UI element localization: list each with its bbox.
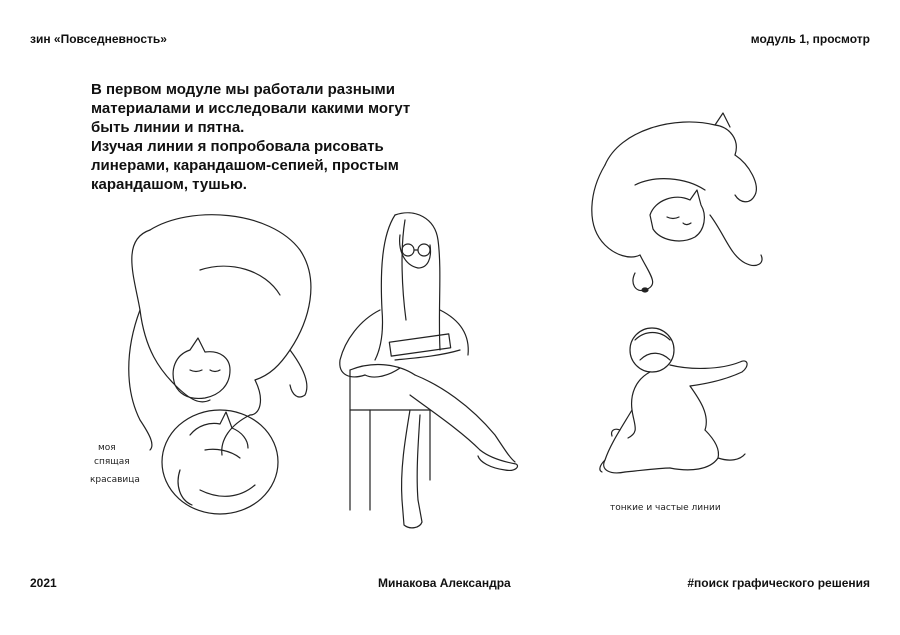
sketch-curled-cat xyxy=(575,105,775,305)
module-label: модуль 1, просмотр xyxy=(750,32,870,46)
sketch-sleeping-cats xyxy=(80,200,340,540)
intro-line: материалами и исследовали какими могут xyxy=(91,100,411,117)
cats-caption: спящая xyxy=(94,457,130,467)
footer-author: Минакова Александра xyxy=(378,576,511,590)
cats-caption: моя xyxy=(98,443,116,453)
sketch-seated-woman xyxy=(320,210,530,540)
intro-line: карандашом, тушью. xyxy=(91,176,247,193)
intro-line: В первом модуле мы работали разными xyxy=(91,81,395,98)
intro-line: линерами, карандашом-сепией, простым xyxy=(91,157,399,174)
intro-line: Изучая линии я попробовала рисовать xyxy=(91,138,384,155)
cats-caption: красавица xyxy=(90,475,140,485)
sketch-crouching-figure xyxy=(590,320,770,515)
zine-title: зин «Повседневность» xyxy=(30,32,167,46)
footer-hashtag: #поиск графического решения xyxy=(687,576,870,590)
intro-line: быть линии и пятна. xyxy=(91,119,245,136)
footer-year: 2021 xyxy=(30,576,57,590)
intro-text xyxy=(91,80,551,194)
figure-caption: тонкие и частые линии xyxy=(610,503,721,513)
